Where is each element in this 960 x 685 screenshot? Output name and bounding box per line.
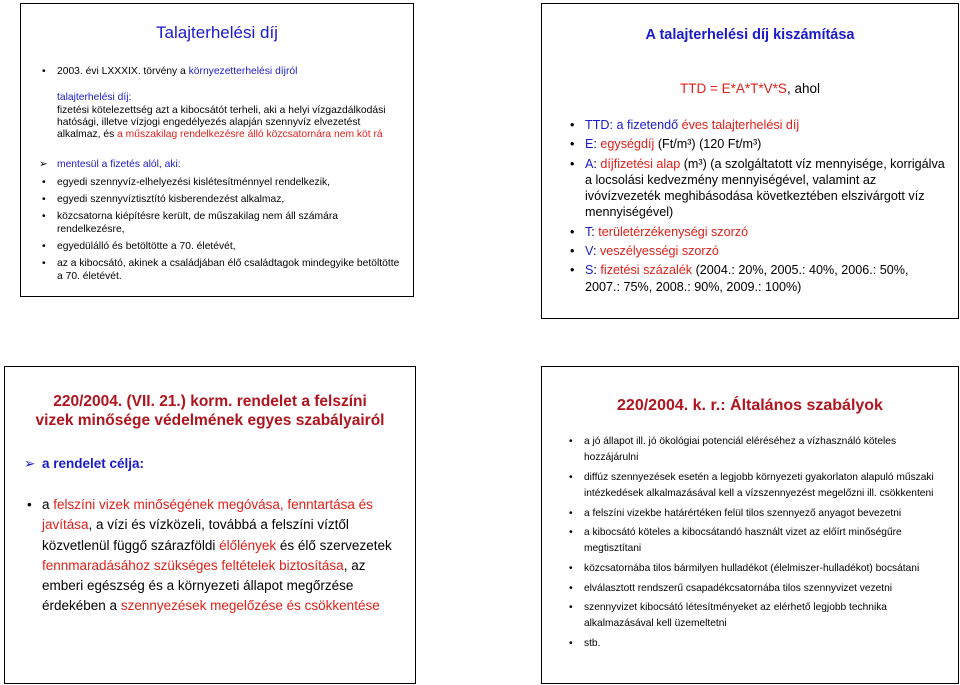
list-item: • a jó állapot ill. jó ökológiai potenciál eléréséhez a vízhasználó köteles hozzájárulni bbox=[584, 434, 944, 466]
variable-key: A bbox=[585, 156, 594, 171]
aim-text bbox=[42, 495, 392, 617]
title-line: vizek minősége védelmének egyes szabályairól bbox=[35, 412, 385, 429]
text-highlight: fennmaradásához szükséges feltételek biztosítása bbox=[42, 557, 344, 573]
text-plain: , az emberi egészség és a környezeti állapot megőrzése érdekében a bbox=[42, 557, 366, 614]
list-item bbox=[585, 224, 945, 240]
variable-name: területérzékenységi szorzó bbox=[598, 224, 749, 239]
text-highlight: élőlények bbox=[219, 537, 277, 553]
list-item bbox=[585, 156, 945, 221]
variable-sep: : a fizetendő bbox=[609, 118, 682, 132]
law-prefix: 2003. évi LXXXIX. törvény a bbox=[57, 66, 189, 77]
variable-key: T bbox=[585, 224, 592, 239]
slide-title: Talajterhelési díj bbox=[156, 23, 278, 42]
variable-key: V bbox=[585, 244, 593, 259]
text-plain: , a vízi és vízközeli, továbbá a felszíni víztől közvetlenül függő szárazföldi bbox=[42, 517, 349, 553]
variable-name: egységdíj bbox=[600, 137, 655, 152]
variable-name: díjfizetési alap bbox=[600, 156, 681, 171]
list-item: • elválasztott rendszerű csapadékcsatornába tilos szennyvizet vezetni bbox=[584, 581, 944, 597]
exempt-title: ➢ mentesül a fizetés alól, aki: bbox=[57, 159, 405, 171]
rules-list bbox=[584, 434, 944, 656]
list-item: • szennyvizet kibocsátó létesítményeket az elérhető legjobb technika alkalmazásával kell üzemeltetni bbox=[584, 600, 944, 632]
slide-talajterhelesi-dij bbox=[20, 3, 414, 297]
variable-key: TTD bbox=[585, 118, 610, 132]
list-item bbox=[585, 136, 945, 152]
list-item: • közcsatornába tilos bármilyen hulladékot (élelmiszer-hulladékot) bocsátani bbox=[584, 561, 944, 577]
formula bbox=[542, 81, 958, 96]
list-item: • közcsatorna kiépítésre került, de műszakilag nem áll számára rendelkezésre, bbox=[57, 211, 405, 236]
list-item bbox=[585, 243, 945, 259]
text-plain: és élő szervezetek bbox=[276, 537, 392, 553]
list-item: • egyedi szennyvíztisztító kisberendezést alkalmaz, bbox=[57, 194, 405, 206]
law-reference bbox=[57, 66, 405, 78]
definition-text-plain: fizetési kötelezettség azt a kibocsátót terheli, aki a helyi vízgazdálkodási hatósági, illetve vízjogi engedélyezés alapján szennyvíz elvezetést alkalmaz, és bbox=[57, 104, 386, 141]
list-item: • a kibocsátó köteles a kibocsátandó használt vizet az előírt minőségűre megtisztítani bbox=[584, 525, 944, 557]
variable-key: S bbox=[585, 263, 594, 278]
variable-sep: : bbox=[592, 244, 600, 259]
slide-body bbox=[57, 66, 405, 288]
slide-title bbox=[17, 392, 403, 430]
list-item bbox=[585, 117, 945, 133]
variable-detail: (2004.: 20%, 2005.: 40%, 2006.: 50%, 2007.: 75%, 2008.: 90%, 2009.: 100%) bbox=[585, 263, 909, 294]
list-item: • diffúz szennyezések esetén a legjobb környezeti gyakorlaton alapuló műszaki intézkedések alkalmazásával kell a vízszennyezést megelőzni ill. csökkenteni bbox=[584, 470, 944, 502]
list-item: • stb. bbox=[584, 636, 944, 652]
list-item: • egyedi szennyvíz-elhelyezési kislétesítménnyel rendelkezik, bbox=[57, 177, 405, 189]
variable-name: éves talajterhelési díj bbox=[681, 118, 800, 132]
aim-heading: ➢ a rendelet célja: bbox=[42, 456, 144, 471]
variable-detail: (Ft/m³) (120 Ft/m³) bbox=[654, 137, 762, 152]
variable-list bbox=[585, 117, 945, 298]
definition-block bbox=[57, 92, 405, 141]
text-highlight: szennyezések megelőzése és csökkentése bbox=[120, 598, 380, 614]
variable-sep: : bbox=[593, 263, 601, 278]
variable-sep: : bbox=[591, 224, 599, 239]
definition-text bbox=[57, 105, 405, 142]
slide-dij-kiszamitasa bbox=[541, 3, 959, 319]
list-item: • egyedülálló és betöltötte a 70. életévét, bbox=[57, 241, 405, 253]
variable-name: veszélyességi szorzó bbox=[599, 244, 719, 259]
formula-expression: TTD = E*A*T*V*S bbox=[680, 81, 787, 96]
text-highlight: felszíni vizek minőségének megóvása, fenntartása és javítása bbox=[42, 497, 373, 533]
title-line: 220/2004. (VII. 21.) korm. rendelet a felszíni bbox=[53, 393, 367, 410]
variable-name: fizetési százalék bbox=[600, 263, 693, 278]
list-item bbox=[585, 262, 945, 295]
text-plain: a bbox=[42, 497, 54, 512]
formula-suffix: , ahol bbox=[786, 81, 820, 96]
variable-detail: (m³) (a szolgáltatott víz mennyisége, korrigálva a locsolási kedvezmény mennyiségével, valamint az ivóvízvezeték meghibásodása következtében elszivárgott víz mennyiségével) bbox=[585, 156, 945, 220]
slide-title: A talajterhelési díj kiszámítása bbox=[645, 27, 855, 43]
definition-highlight: a műszakilag rendelkezésre álló közcsatornára nem köt rá bbox=[117, 129, 383, 141]
slide-korm-rendelet bbox=[4, 366, 416, 684]
list-item: • a felszíni vizekbe határértéken felül tilos szennyező anyagot bevezetni bbox=[584, 506, 944, 522]
law-highlight: környezetterhelési díjról bbox=[188, 66, 298, 77]
exempt-list bbox=[57, 177, 405, 283]
list-item: • az a kibocsátó, akinek a családjában élő családtagok mindegyike betöltötte a 70. életévét. bbox=[57, 258, 405, 283]
slide-title: 220/2004. k. r.: Általános szabályok bbox=[617, 397, 883, 414]
slide-altalanos-szabalyok bbox=[541, 366, 959, 684]
variable-key: E bbox=[585, 137, 594, 152]
definition-title: talajterhelési díj: bbox=[57, 92, 132, 104]
variable-sep: : bbox=[593, 137, 601, 152]
variable-sep: : bbox=[593, 156, 601, 171]
